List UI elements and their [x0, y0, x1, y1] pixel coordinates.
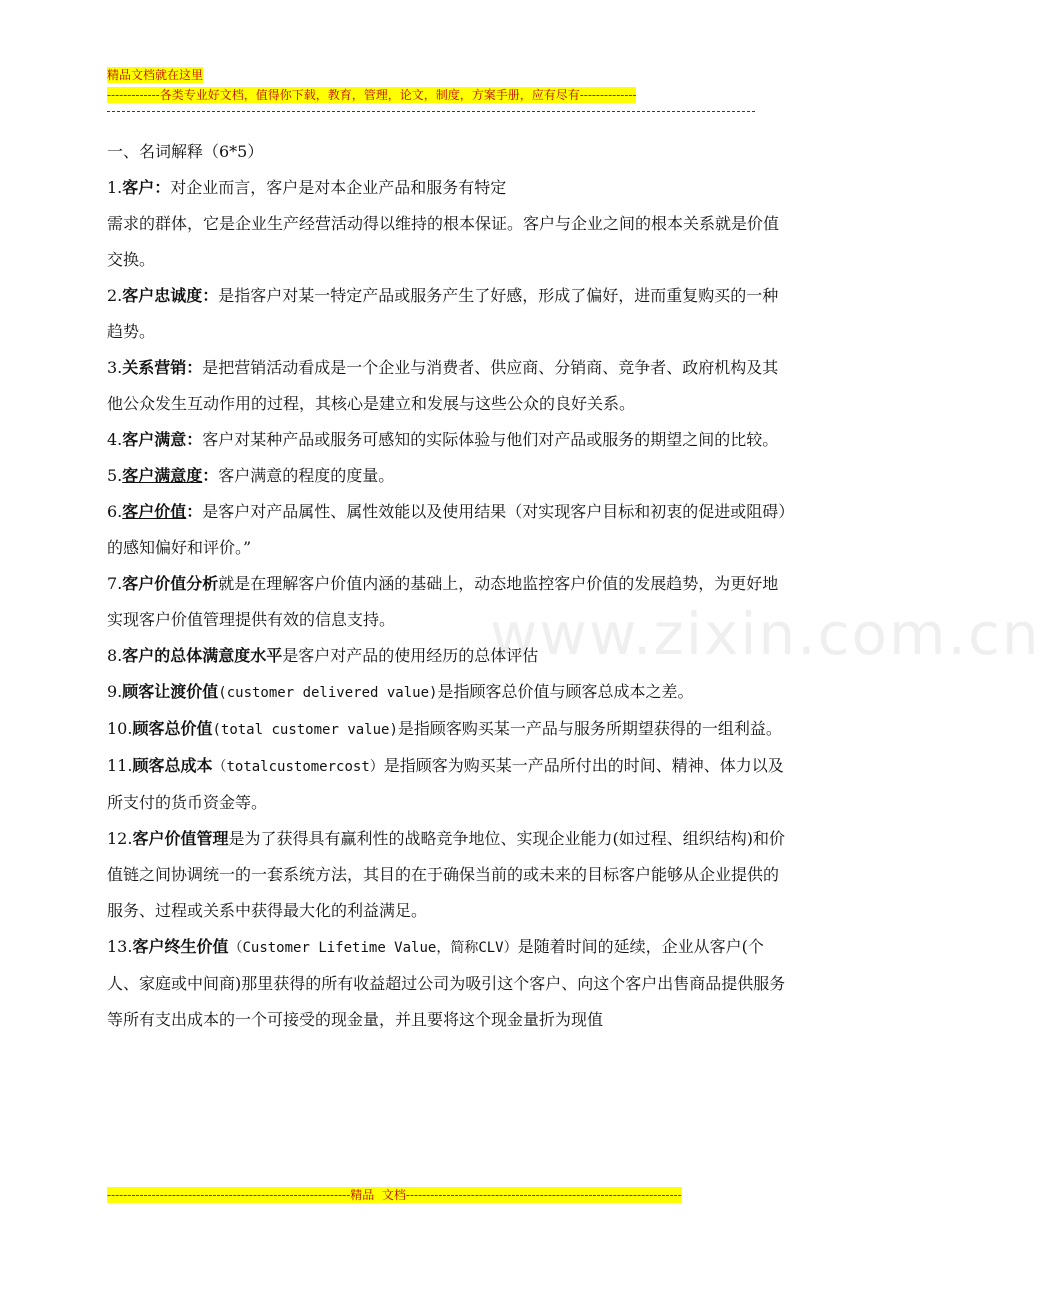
term: 顾客总价值 — [132, 719, 213, 738]
term: 关系营销 — [122, 358, 187, 377]
term: 客户价值 — [122, 502, 187, 521]
term: 客户忠诚度 — [122, 286, 203, 305]
term: 客户满意 — [122, 430, 187, 449]
definition-item: 6.客户价值：是客户对产品属性、属性效能以及使用结果（对实现客户目标和初衷的促进或阻碍）的感知偏好和评价。” — [107, 502, 787, 557]
document-body — [107, 140, 787, 1038]
header-divider — [107, 111, 755, 112]
term: 客户 — [122, 178, 155, 197]
definition-item: 1.客户：对企业而言，客户是对本企业产品和服务有特定 需求的群体，它是企业生产经营活动得以维持的根本保证。客户与企业之间的根本关系就是价值交换。 — [107, 178, 780, 269]
definition-item: 11.顾客总成本（totalcustomercost）是指顾客为购买某一产品所付出的时间、精神、体力以及所支付的货币资金等。 — [107, 756, 784, 812]
term: 客户价值管理 — [132, 829, 229, 848]
section-title: 一、名词解释（6*5） — [107, 142, 264, 161]
term: 客户价值分析 — [122, 574, 219, 593]
term: 客户的总体满意度水平 — [122, 646, 283, 665]
definition-item: 9.顾客让渡价值(customer delivered value)是指顾客总价值与顾客总成本之差。 — [107, 682, 694, 701]
term: 顾客总成本 — [132, 756, 213, 775]
watermark: www.zixin.com.cn — [490, 600, 1041, 668]
term: 客户满意度 — [122, 466, 203, 485]
header-banner: -------------各类专业好文档，值得你下载，教育，管理，论文，制度，方案手册，应有尽有-------------- — [107, 88, 637, 102]
definition-item: 2.客户忠诚度：是指客户对某一特定产品或服务产生了好感，形成了偏好，进而重复购买的一种趋势。 — [107, 286, 779, 341]
definition-item: 12.客户价值管理是为了获得具有赢利性的战略竞争地位、实现企业能力(如过程、组织结构)和价值链之间协调统一的一套系统方法，其目的在于确保当前的或未来的目标客户能够从企业提供的服务、过程或关系中获得最大化的利益满足。 — [107, 829, 785, 920]
definition-item: 8.客户的总体满意度水平是客户对产品的使用经历的总体评估 — [107, 646, 539, 665]
term: 客户终生价值 — [132, 937, 229, 956]
term: 顾客让渡价值 — [122, 682, 219, 701]
definition-item: 3.关系营销：是把营销活动看成是一个企业与消费者、供应商、分销商、竞争者、政府机构及其他公众发生互动作用的过程，其核心是建立和发展与这些公众的良好关系。 — [107, 358, 779, 413]
header-title: 精品文档就在这里 — [107, 68, 204, 82]
footer-banner: ------------------------------------------------------------精品 文档-------------------------------------------------------------------- — [107, 1188, 682, 1202]
definition-item: 4.客户满意：客户对某种产品或服务可感知的实际体验与他们对产品或服务的期望之间的比较。 — [107, 430, 779, 449]
definition-item: 10.顾客总价值(total customer value)是指顾客购买某一产品与服务所期望获得的一组利益。 — [107, 719, 782, 738]
definition-item: 5.客户满意度：客户满意的程度的度量。 — [107, 466, 395, 485]
definition-item: 7.客户价值分析就是在理解客户价值内涵的基础上，动态地监控客户价值的发展趋势，为更好地实现客户价值管理提供有效的信息支持。 — [107, 574, 779, 629]
definition-item: 13.客户终生价值（Customer Lifetime Value，简称CLV）是随着时间的延续，企业从客户(个人、家庭或中间商)那里获得的所有收益超过公司为吸引这个客户、向这个客户出售商品提供服务等所有支出成本的一个可接受的现金量，并且要将这个现金量折为现值 — [107, 937, 786, 1029]
